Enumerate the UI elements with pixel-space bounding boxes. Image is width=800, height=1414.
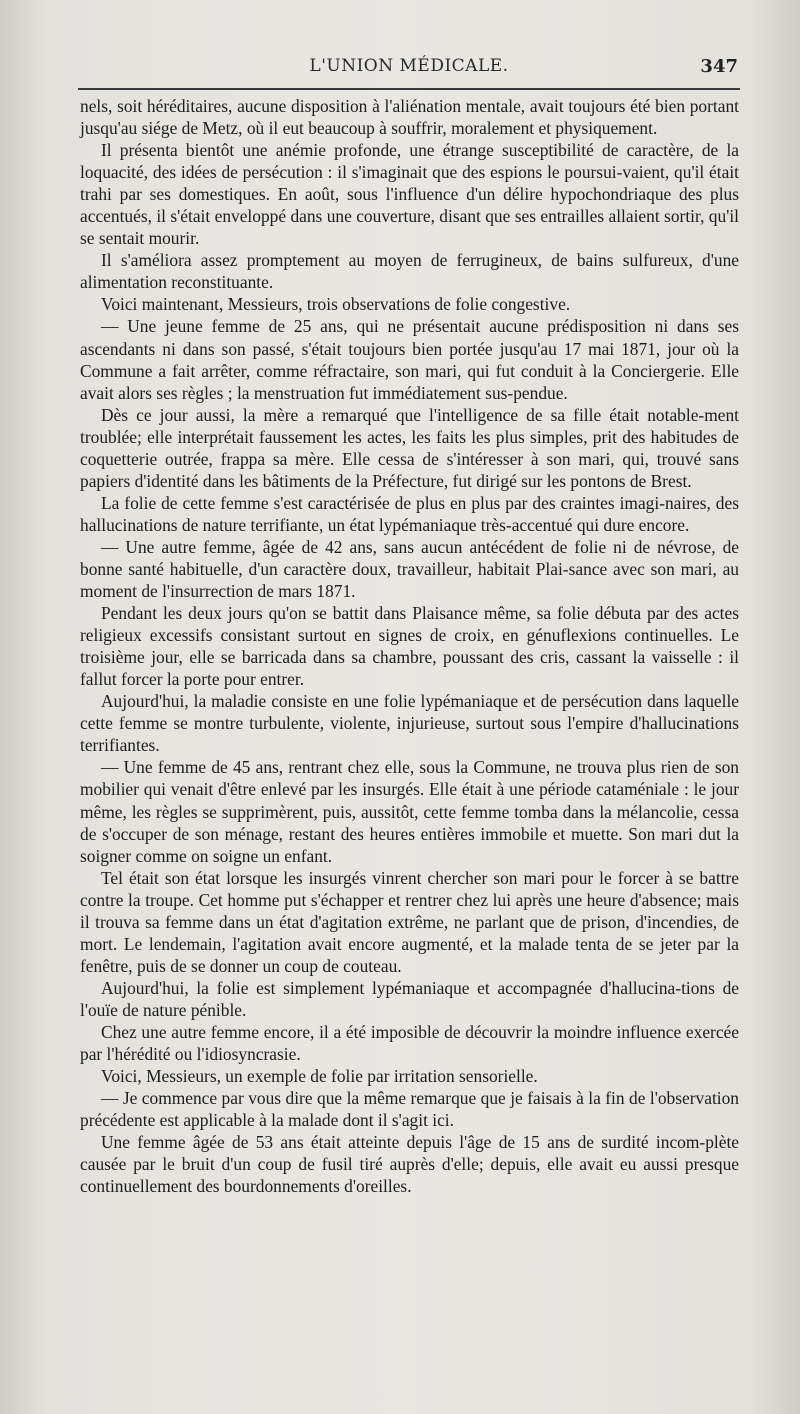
running-title: L'UNION MÉDICALE. — [309, 56, 509, 76]
paragraph: — Je commence par vous dire que la même remarque que je faisais à la fin de l'observation précédente est applicable à la malade dont il s'agit ici. — [80, 1088, 739, 1131]
paragraph: nels, soit héréditaires, aucune disposition à l'aliénation mentale, avait toujours été bien portant jusqu'au siége de Metz, où il eut beaucoup à souffrir, moralement et physiquement. — [80, 96, 739, 139]
paragraph: Dès ce jour aussi, la mère a remarqué que l'intelligence de sa fille était notable-ment troublée; elle interprétait faussement les actes, les faits les plus simples, prit des habitudes de coquetterie outrée, frappa sa mère. Elle cessa de s'intéresser à son mari, qui, trouvé sans papiers d'identité dans les bâtiments de la Préfecture, fut dirigé sur les pontons de Brest. — [80, 404, 739, 491]
paragraph: Chez une autre femme encore, il a été imposible de découvrir la moindre influence exercée par l'hérédité ou l'idiosyncrasie. — [80, 1021, 739, 1065]
paragraph: Tel était son état lorsque les insurgés vinrent chercher son mari pour le forcer à se battre contre la troupe. Cet homme put s'échapper et rentrer chez lui après une heure d'absence; mais il trouva sa femme dans un état d'agitation extrême, ne parlant que de prison, d'incendies, de mort. Le lendemain, l'agitation avait encore augmenté, et la malade tenta de se jeter par la fenêtre, puis de se donner un coup de couteau. — [80, 867, 739, 976]
paragraph: Une femme âgée de 53 ans était atteinte depuis l'âge de 15 ans de surdité incom-plète causée par le bruit d'un coup de fusil tiré auprès d'elle; depuis, elle avait eu aussi presque continuellement des bourdonnements d'oreilles. — [80, 1132, 739, 1197]
paragraph: Voici maintenant, Messieurs, trois observations de folie congestive. — [101, 294, 571, 315]
paragraph: Aujourd'hui, la folie est simplement lypémaniaque et accompagnée d'hallucina-tions de l'ouïe de nature pénible. — [80, 977, 739, 1020]
paragraph: La folie de cette femme s'est caractérisée de plus en plus par des craintes imagi-naires, des hallucinations de nature terrifiante, un état lypémaniaque très-accentué qui dure encore. — [80, 492, 739, 535]
paragraph: Il s'améliora assez promptement au moyen de ferrugineux, de bains sulfureux, d'une alimentation reconstituante. — [80, 250, 739, 293]
header-rule — [78, 88, 740, 90]
page-number: 347 — [700, 56, 738, 77]
paragraph: — Une femme de 45 ans, rentrant chez elle, sous la Commune, ne trouva plus rien de son mobilier qui venait d'être enlevé par les insurgés. Elle était à une période cataméniale : le jour même, les règles se supprimèrent, puis, aussitôt, cette femme tomba dans la mélancolie, cessa de s'occuper de son ménage, restant des heures entières immobile et muette. Son mari dut la soigner comme on soigne un enfant. — [80, 757, 739, 866]
paragraph: — Une jeune femme de 25 ans, qui ne présentait aucune prédisposition ni dans ses ascendants ni dans son passé, s'était toujours bien portée jusqu'au 17 mai 1871, jour où la Commune a fait arrêter, comme réfractaire, son mari, qui fut conduit à la Conciergerie. Elle avait alors ses règles ; la menstruation fut immédiatement sus-pendue. — [80, 316, 739, 403]
paragraph: — Une autre femme, âgée de 42 ans, sans aucun antécédent de folie ni de névrose, de bonne santé habituelle, d'un caractère doux, travailleur, habitait Plai-sance avec son mari, au moment de l'insurrection de mars 1871. — [80, 536, 739, 602]
paragraph: Il présenta bientôt une anémie profonde, une étrange susceptibilité de caractère, de la loquacité, des idées de persécution : il s'imaginait que des espions le poursui-vaient, qu'il était trahi par ses domestiques. En août, sous l'influence d'un délire hypochondriaque des plus accentués, il s'était enveloppé dans une couverture, disant que ses entrailles allaient sortir, qu'il se sentait mourir. — [80, 140, 739, 249]
page-header — [78, 56, 740, 82]
paragraph: Aujourd'hui, la maladie consiste en une folie lypémaniaque et de persécution dans laquelle cette femme se montre turbulente, violente, injurieuse, surtout sous l'empire d'hallucinations terrifiantes. — [80, 691, 739, 756]
paragraph: Voici, Messieurs, un exemple de folie par irritation sensorielle. — [101, 1066, 538, 1087]
paragraph: Pendant les deux jours qu'on se battit dans Plaisance même, sa folie débuta par des actes religieux excessifs consistant surtout en signes de croix, en génuflexions continuelles. Le troisième jour, elle se barricada dans sa chambre, poussant des cris, cassant la vaisselle : il fallut forcer la porte pour entrer. — [80, 603, 739, 690]
body-text — [80, 95, 739, 1197]
